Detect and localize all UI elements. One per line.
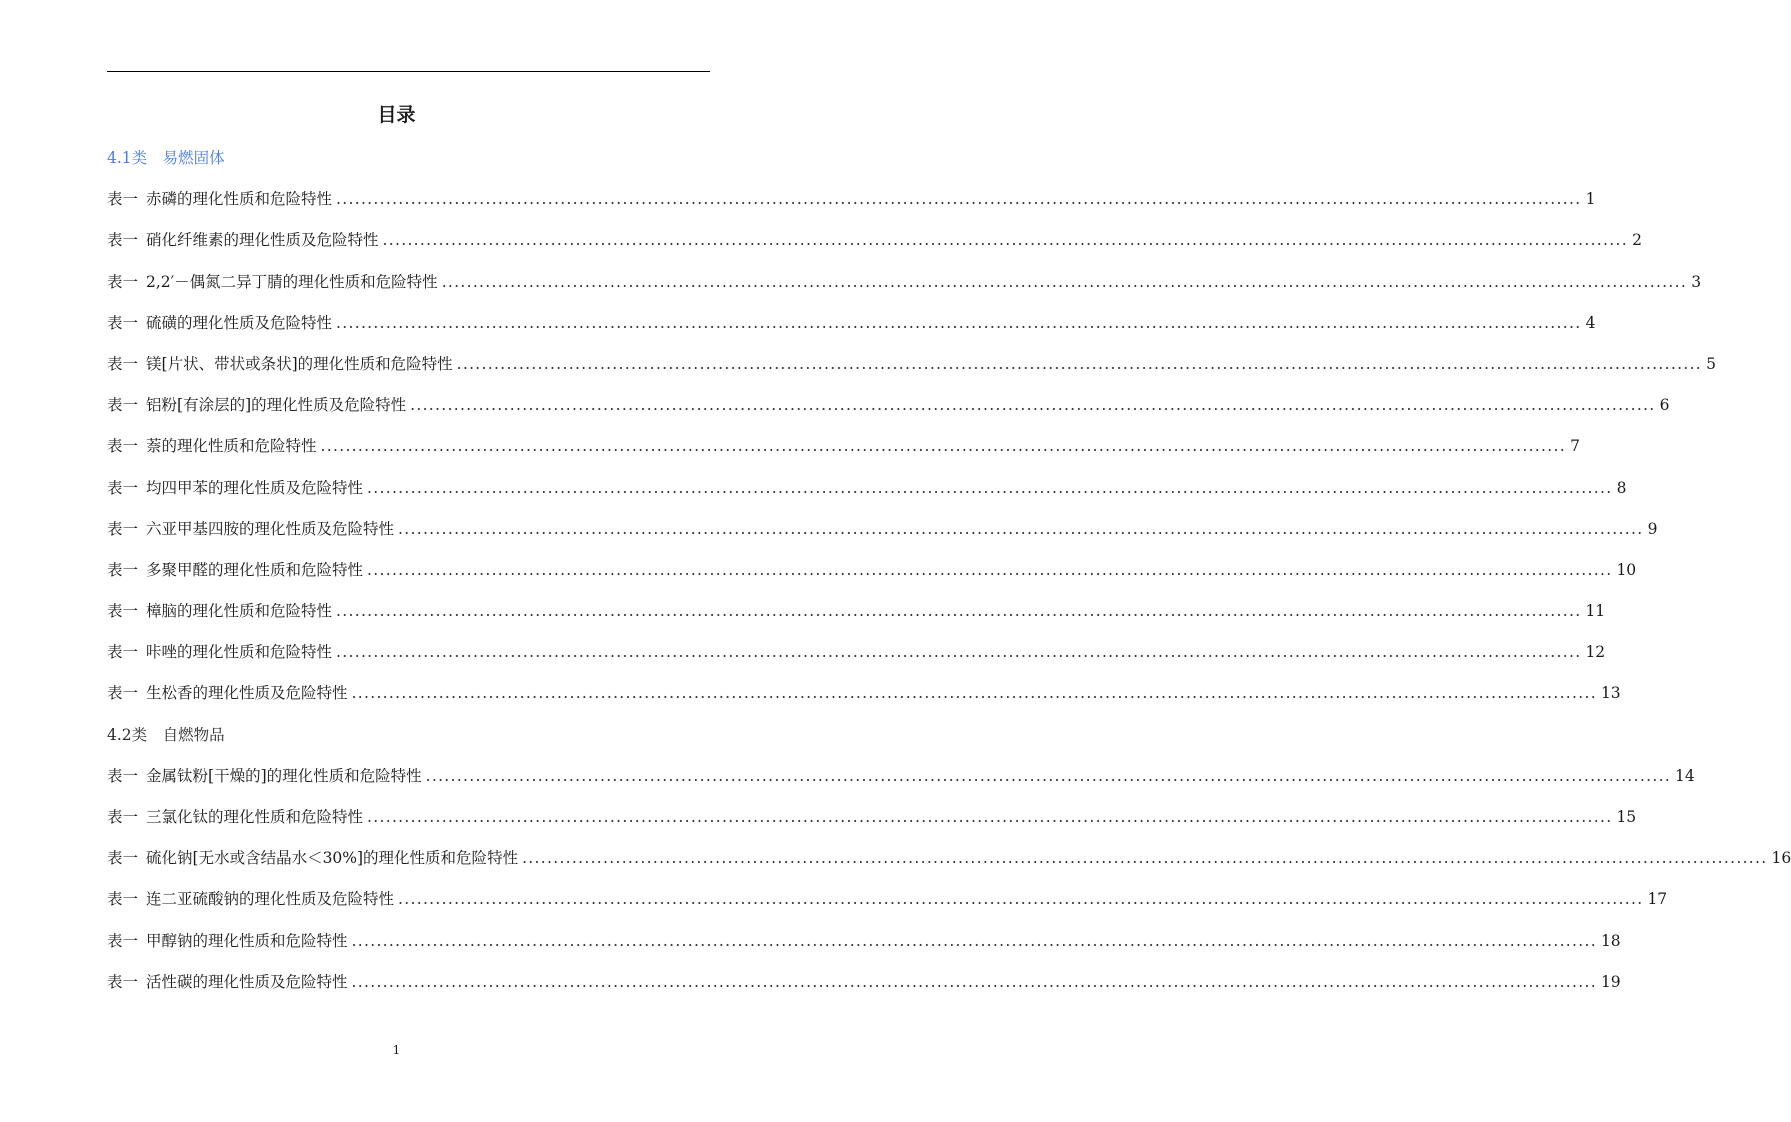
toc-entry-prefix: 表一: [107, 354, 139, 373]
toc-entry-page: 18: [1600, 931, 1621, 950]
toc-entry-page: 8: [1616, 478, 1627, 497]
header-rule: [107, 71, 710, 72]
toc-entry-title: 生松香的理化性质及危险特性: [146, 684, 348, 703]
toc-entry-page: 5: [1706, 354, 1717, 373]
toc-entry[interactable]: [107, 352, 1717, 393]
toc-entry-title: 连二亚硫酸钠的理化性质及危险特性: [146, 890, 395, 909]
page-number: 1: [392, 1043, 401, 1057]
toc-entry[interactable]: [107, 599, 1606, 640]
toc-dot-leader: ........................................................................................................................................................................................................: [336, 602, 1582, 621]
toc-entry-prefix: 表一: [107, 684, 139, 703]
toc-dot-leader: ........................................................................................................................................................................................................: [398, 890, 1644, 909]
toc-entry-page: 17: [1647, 890, 1668, 909]
toc-entry-prefix: 表一: [107, 519, 139, 538]
toc-entry-prefix: 表一: [107, 478, 139, 497]
toc-dot-leader: ........................................................................................................................................................................................................: [351, 684, 1597, 703]
toc-entry-page: 9: [1647, 519, 1658, 538]
toc-entry-page: 14: [1675, 766, 1695, 785]
toc-dot-leader: ........................................................................................................................................................................................................: [456, 354, 1703, 373]
toc-dot-leader: ........................................................................................................................................................................................................: [336, 643, 1582, 662]
table-of-contents: [107, 146, 1791, 1011]
toc-entry[interactable]: [107, 434, 1580, 475]
toc-dot-leader: ........................................................................................................................................................................................................: [336, 313, 1582, 332]
toc-entry-page: 11: [1585, 602, 1606, 621]
toc-dot-leader: ........................................................................................................................................................................................................: [367, 478, 1613, 497]
toc-entry-title: 赤磷的理化性质和危险特性: [146, 190, 333, 209]
toc-entry[interactable]: [107, 228, 1642, 269]
toc-dot-leader: ........................................................................................................................................................................................................: [351, 972, 1597, 991]
toc-dot-leader: ........................................................................................................................................................................................................: [336, 190, 1582, 209]
toc-entry-title: 金属钛粉[干燥的]的理化性质和危险特性: [146, 766, 422, 785]
toc-entry[interactable]: [107, 187, 1596, 228]
toc-entry-title: 樟脑的理化性质和危险特性: [146, 602, 333, 621]
toc-dot-leader: ........................................................................................................................................................................................................: [367, 808, 1613, 826]
toc-entry-prefix: 表一: [107, 602, 139, 621]
toc-entry-title: 硝化纤维素的理化性质及危险特性: [146, 231, 379, 250]
toc-entry[interactable]: [107, 558, 1637, 599]
toc-entry[interactable]: [107, 517, 1658, 558]
toc-entry-page: 13: [1600, 684, 1621, 703]
toc-dot-leader: ........................................................................................................................................................................................................: [382, 231, 1628, 250]
toc-dot-leader: ........................................................................................................................................................................................................: [410, 396, 1656, 415]
toc-entry-title: 镁[片状、带状或条状]的理化性质和危险特性: [146, 354, 453, 373]
toc-entry[interactable]: [107, 681, 1621, 722]
toc-entry-prefix: 表一: [107, 272, 139, 291]
toc-entry-page: 1: [1585, 190, 1596, 209]
toc-entry-prefix: 表一: [107, 808, 139, 826]
toc-title: 目录: [377, 104, 416, 126]
toc-dot-leader: ........................................................................................................................................................................................................: [351, 931, 1597, 950]
toc-entry-title: 活性碳的理化性质及危险特性: [146, 972, 348, 991]
toc-entry-title: 三氯化钛的理化性质和危险特性: [146, 808, 364, 826]
toc-entry-prefix: 表一: [107, 437, 139, 456]
toc-entry[interactable]: [107, 970, 1621, 1011]
toc-entry[interactable]: [107, 476, 1627, 517]
toc-entry-title: 六亚甲基四胺的理化性质及危险特性: [146, 519, 395, 538]
toc-entry-page: 16: [1771, 849, 1791, 868]
toc-entry[interactable]: [107, 887, 1668, 928]
toc-entry-prefix: 表一: [107, 972, 139, 991]
toc-entry-prefix: 表一: [107, 643, 139, 662]
toc-entry[interactable]: [107, 805, 1637, 846]
toc-entry-page: 3: [1691, 272, 1702, 291]
toc-entry-title: 均四甲苯的理化性质及危险特性: [146, 478, 364, 497]
toc-entry[interactable]: [107, 640, 1606, 681]
toc-entry[interactable]: [107, 764, 1695, 805]
toc-entry-prefix: 表一: [107, 890, 139, 909]
toc-entry-title: 多聚甲醛的理化性质和危险特性: [146, 560, 364, 579]
toc-entry-prefix: 表一: [107, 190, 139, 209]
toc-entry-title: 咔唑的理化性质和危险特性: [146, 643, 333, 662]
toc-entry-page: 15: [1616, 808, 1637, 826]
toc-entry-title: 萘的理化性质和危险特性: [146, 437, 317, 456]
toc-entry-page: 10: [1616, 560, 1637, 579]
toc-entry[interactable]: [107, 270, 1702, 311]
toc-entry-prefix: 表一: [107, 396, 139, 415]
toc-entry-prefix: 表一: [107, 849, 139, 868]
toc-dot-leader: ........................................................................................................................................................................................................: [398, 519, 1644, 538]
toc-entry-page: 19: [1600, 972, 1621, 991]
toc-dot-leader: ........................................................................................................................................................................................................: [320, 437, 1566, 456]
toc-entry-title: 2,2′－偶氮二异丁腈的理化性质和危险特性: [146, 272, 438, 291]
toc-section-heading[interactable]: 4.1类 易燃固体: [107, 149, 225, 167]
toc-entry-prefix: 表一: [107, 931, 139, 950]
toc-entry-page: 7: [1570, 437, 1580, 456]
toc-entry-page: 2: [1632, 231, 1642, 250]
toc-entry[interactable]: [107, 311, 1596, 352]
toc-dot-leader: ........................................................................................................................................................................................................: [425, 766, 1672, 785]
toc-entry-title: 甲醇钠的理化性质和危险特性: [146, 931, 348, 950]
toc-entry-title: 硫化钠[无水或含结晶水＜30%]的理化性质和危险特性: [146, 849, 519, 868]
toc-entry[interactable]: [107, 846, 1791, 887]
toc-dot-leader: ........................................................................................................................................................................................................: [367, 560, 1613, 579]
toc-entry-prefix: 表一: [107, 766, 139, 785]
toc-entry-page: 6: [1659, 396, 1670, 415]
toc-entry-page: 4: [1585, 313, 1596, 332]
toc-entry-page: 12: [1585, 643, 1606, 662]
toc-entry-title: 硫磺的理化性质及危险特性: [146, 313, 333, 332]
toc-entry-title: 铝粉[有涂层的]的理化性质及危险特性: [146, 396, 407, 415]
toc-entry-prefix: 表一: [107, 313, 139, 332]
toc-section-heading: 4.2类 自燃物品: [107, 725, 225, 744]
toc-entry-prefix: 表一: [107, 231, 139, 250]
toc-dot-leader: ........................................................................................................................................................................................................: [522, 849, 1768, 868]
toc-dot-leader: ........................................................................................................................................................................................................: [441, 272, 1688, 291]
toc-entry-prefix: 表一: [107, 560, 139, 579]
toc-entry[interactable]: [107, 929, 1621, 970]
toc-entry[interactable]: [107, 393, 1670, 434]
